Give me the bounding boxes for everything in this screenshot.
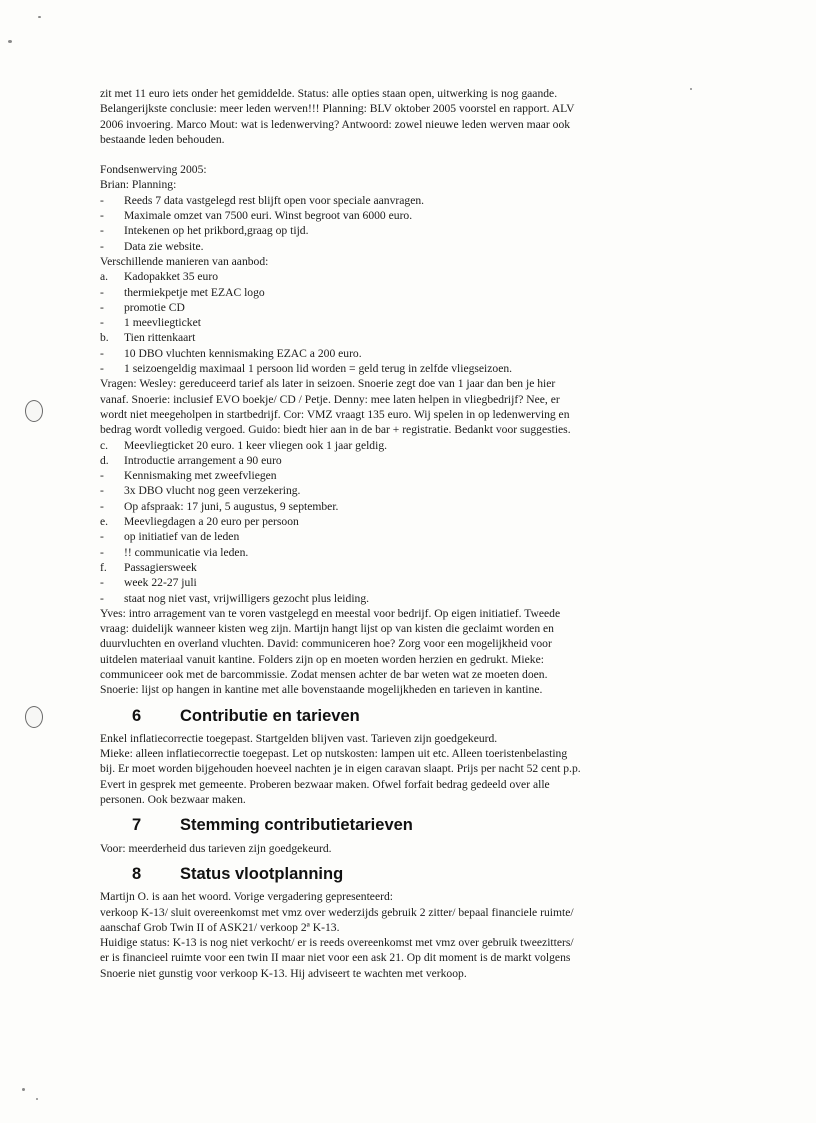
list-item-text: thermiekpetje met EZAC logo <box>124 285 265 299</box>
list-item-text: Tien rittenkaart <box>124 331 196 345</box>
section-7-line: Voor: meerderheid dus tarieven zijn goedgekeurd. <box>100 841 332 855</box>
list-item <box>100 468 670 483</box>
punch-hole-lower <box>25 706 43 728</box>
section-8-line: aanschaf Grob Twin II of ASK21/ verkoop 2ª K-13. <box>100 920 340 934</box>
list-item-text: Op afspraak: 17 juni, 5 augustus, 9 september. <box>124 499 339 513</box>
list-item-text: 3x DBO vlucht nog geen verzekering. <box>124 484 301 498</box>
list-item <box>100 223 670 238</box>
section-6-line: Evert in gesprek met gemeente. Proberen bezwaar maken. Ofwel forfait bedrag gedeeld over alle <box>100 777 550 791</box>
list-marker: - <box>100 484 104 498</box>
list-marker: - <box>100 499 104 513</box>
list-item <box>100 285 670 300</box>
yves-line: uitdelen materiaal vanuit kantine. Folders zijn op en moeten worden herzien en gedrukt. Mieke: <box>100 652 544 666</box>
document-body <box>100 86 670 981</box>
aanbod-label: Verschillende manieren van aanbod: <box>100 254 269 268</box>
list-item-text: 10 DBO vluchten kennismaking EZAC a 200 euro. <box>124 346 362 360</box>
planning-label: Brian: Planning: <box>100 178 177 192</box>
list-marker: - <box>100 591 104 605</box>
section-6-line: bij. Er moet worden bijgehouden hoeveel nachten je in eigen caravan slaapt. Prijs per nacht 52 cent p.p. <box>100 762 581 776</box>
section-8-line: er is financieel ruimte voor een twin II maar niet voor een ask 21. Op dit moment is de markt volgens <box>100 951 571 965</box>
list-item <box>100 193 670 208</box>
list-marker: - <box>100 209 104 223</box>
scan-speck <box>690 88 692 90</box>
list-item-text: !! communicatie via leden. <box>124 545 249 559</box>
yves-line: duurvluchten en overland vluchten. David: communiceren hoe? Zorg voor een mogelijkheid voor <box>100 637 552 651</box>
list-item-text: Reeds 7 data vastgelegd rest blijft open voor speciale aanvragen. <box>124 193 425 207</box>
list-item <box>100 315 670 330</box>
scan-speck <box>38 16 41 18</box>
section-8-line: Huidige status: K-13 is nog niet verkocht/ er is reeds overeenkomst met vmz over gebruik tweezitters/ <box>100 936 574 950</box>
list-item-text: Passagiersweek <box>124 560 197 574</box>
yves-line: Yves: intro arragement van te voren vastgelegd en meestal voor bedrijf. Op eigen initiatief. Tweede <box>100 606 561 620</box>
section-title: Status vlootplanning <box>180 864 344 883</box>
list-item <box>100 300 670 315</box>
intro-line: bestaande leden behouden. <box>100 132 225 146</box>
list-item <box>100 208 670 223</box>
section-8-line: verkoop K-13/ sluit overeenkomst met vmz over wederzijds gebruik 2 zitter/ bepaal financiele ruimte/ <box>100 905 574 919</box>
section-6-line: Enkel inflatiecorrectie toegepast. Startgelden blijven vast. Tarieven zijn goedgekeurd. <box>100 731 498 745</box>
list-item <box>100 438 670 453</box>
section-6-line: Mieke: alleen inflatiecorrectie toegepast. Let op nutskosten: lampen uit etc. Alleen toeristenbelasting <box>100 747 568 761</box>
section-heading-7 <box>100 818 670 833</box>
fondsenwerving-heading: Fondsenwerving 2005: <box>100 163 207 177</box>
list-item <box>100 269 670 284</box>
section-heading-8 <box>100 864 670 883</box>
list-marker: - <box>100 224 104 238</box>
list-marker: - <box>100 239 104 253</box>
list-item <box>100 591 670 606</box>
intro-line: zit met 11 euro iets onder het gemiddelde. Status: alle opties staan open, uitwerking is nog gaande. <box>100 87 558 100</box>
list-item-text: Intekenen op het prikbord,graag op tijd. <box>124 224 309 238</box>
list-item-text: 1 seizoengeldig maximaal 1 persoon lid worden = geld terug in zelfde vliegseizoen. <box>124 362 513 376</box>
intro-line: 2006 invoering. Marco Mout: wat is ledenwerving? Antwoord: zowel nieuwe leden werven maar ook <box>100 117 571 131</box>
vragen-line: Vragen: Wesley: gereduceerd tarief als later in seizoen. Snoerie zegt doe van 1 jaar dan ben je hier <box>100 377 556 391</box>
scan-speck <box>36 1098 38 1100</box>
list-item <box>100 453 670 468</box>
section-title: Stemming contributietarieven <box>180 816 413 835</box>
list-marker: - <box>100 346 104 360</box>
list-item-text: Introductie arrangement a 90 euro <box>124 453 282 467</box>
list-marker: - <box>100 530 104 544</box>
list-item <box>100 330 670 345</box>
vragen-line: bedrag wordt volledig vergoed. Guido: biedt hier aan in de bar + registratie. Bedankt voor suggesties. <box>100 423 571 437</box>
list-item <box>100 514 670 529</box>
vragen-line: vanaf. Snoerie: inclusief EVO boekje/ CD / Petje. Denny: mee laten helpen in vliegbedrijf? Nee, er <box>100 392 560 406</box>
list-item-text: Maximale omzet van 7500 euri. Winst begroot van 6000 euro. <box>124 209 413 223</box>
list-item <box>100 529 670 544</box>
list-marker: - <box>100 193 104 207</box>
section-number: 7 <box>132 816 142 835</box>
list-item-text: 1 meevliegticket <box>124 316 201 330</box>
spacer <box>100 147 670 162</box>
list-marker: - <box>100 469 104 483</box>
list-marker: d. <box>100 453 109 467</box>
punch-hole-upper <box>25 400 43 422</box>
list-item <box>100 239 670 254</box>
intro-line: Belangerijkste conclusie: meer leden werven!!! Planning: BLV oktober 2005 voorstel en rapport. ALV <box>100 102 575 116</box>
list-item <box>100 560 670 575</box>
list-item-text: promotie CD <box>124 300 185 314</box>
list-marker: - <box>100 316 104 330</box>
list-marker: - <box>100 545 104 559</box>
vragen-line: wordt niet meegeholpen in startbedrijf. Cor: VMZ vraagt 135 euro. Wij spelen in op ledenwerving en <box>100 407 570 421</box>
list-marker: c. <box>100 438 109 452</box>
list-marker: b. <box>100 331 109 345</box>
list-marker: - <box>100 362 104 376</box>
scan-speck <box>8 40 12 43</box>
list-item <box>100 499 670 514</box>
list-marker: - <box>100 576 104 590</box>
list-item-text: Data zie website. <box>124 239 204 253</box>
list-item-text: Meevliegticket 20 euro. 1 keer vliegen ook 1 jaar geldig. <box>124 438 388 452</box>
list-item <box>100 575 670 590</box>
list-marker: e. <box>100 515 109 529</box>
section-6-line: personen. Ook bezwaar maken. <box>100 793 246 807</box>
section-title: Contributie en tarieven <box>180 706 360 725</box>
list-item <box>100 483 670 498</box>
list-marker: a. <box>100 270 109 284</box>
list-item-text: Kennismaking met zweefvliegen <box>124 469 277 483</box>
list-item-text: Meevliegdagen a 20 euro per persoon <box>124 515 299 529</box>
list-item <box>100 361 670 376</box>
list-marker: - <box>100 300 104 314</box>
section-number: 8 <box>132 864 142 883</box>
list-item-text: week 22-27 juli <box>124 576 197 590</box>
list-item-text: op initiatief van de leden <box>124 530 240 544</box>
list-item <box>100 545 670 560</box>
list-item <box>100 346 670 361</box>
section-heading-6 <box>100 706 670 725</box>
yves-line: Snoerie: lijst op hangen in kantine met alle bovenstaande mogelijkheden en tarieven in kantine. <box>100 683 543 697</box>
yves-line: vraag: duidelijk wanneer kisten weg zijn. Martijn hangt lijst op van kisten die geclaimt worden en <box>100 622 554 636</box>
list-item-text: Kadopakket 35 euro <box>124 270 219 284</box>
yves-line: communiceer ook met de barcommissie. Zodat mensen achter de bar weten wat ze moeten doen. <box>100 667 548 681</box>
scan-speck <box>22 1088 25 1091</box>
list-marker: f. <box>100 560 107 574</box>
section-8-line: Martijn O. is aan het woord. Vorige vergadering gepresenteerd: <box>100 890 393 904</box>
list-marker: - <box>100 285 104 299</box>
list-item-text: staat nog niet vast, vrijwilligers gezocht plus leiding. <box>124 591 370 605</box>
section-number: 6 <box>132 706 142 725</box>
section-8-line: Snoerie niet gunstig voor verkoop K-13. Hij adviseert te wachten met verkoop. <box>100 966 467 980</box>
